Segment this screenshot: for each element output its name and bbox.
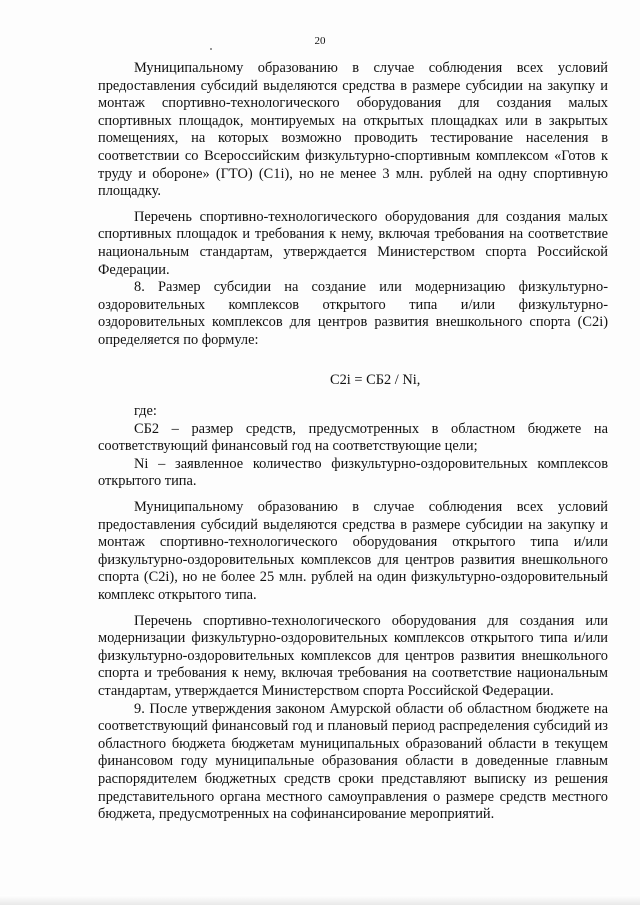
paragraph-subsidy-small-sports-grounds: Муниципальному образованию в случае соблюдения всех условий предоставления субсидий выделяются средства в размере субсидии на закупку и монтаж спортивно-технологического оборудования для создания малых спортивных площадок, монтируемых на открытых площадках или в закрытых помещениях, на которых возможно проводить тестирование населения в соответствии со Всероссийским физкультурно-спортивным комплексом «Готов к труду и обороне» (ГТО) (C1i), но не менее 3 млн. рублей на одну спортивную площадку. [98,60,608,200]
formula-where-label: где: [134,403,157,420]
definition-ni: Ni – заявленное количество физкультурно-оздоровительных комплексов открытого типа. [98,455,608,490]
scan-speck [210,48,212,50]
paragraph-item-8-subsidy-size: 8. Размер субсидии на создание или модернизацию физкультурно-оздоровительных комплексов открытого типа и/или физкультурно-оздоровительных комплексов для центров развития внешкольного спорта (C2i) определяется по формуле: [98,279,608,348]
formula-c2i: C2i = СБ2 / Ni, [330,371,421,388]
definition-sb2: СБ2 – размер средств, предусмотренных в областном бюджете на соответствующий финансовый год на соответствующие цели; [98,420,608,455]
paragraph-equipment-list-complexes: Перечень спортивно-технологического оборудования для создания или модернизации физкультурно-оздоровительных комплексов открытого типа и/или физкультурно-оздоровительных комплексов для центров развития внешкольного спорта и требования к нему, включая требования на соответствие национальным стандартам, утверждается Министерством спорта Российской Федерации. [98,612,608,699]
paragraph-item-9-after-approval: 9. После утверждения законом Амурской области об областном бюджете на соответствующий финансовый год и плановый период распределения субсидий из областного бюджета бюджетам муниципальных образований области в текущем финансовом году муниципальные образования области в доведенные главным распорядителем бюджетных средств сроки представляют выписку из решения представительного органа местного самоуправления о размере средств местного бюджета, предусмотренных на софинансирование мероприятий. [98,700,608,823]
paragraph-subsidy-fitness-complexes: Муниципальному образованию в случае соблюдения всех условий предоставления субсидий выделяются средства в размере субсидии на закупку и монтаж спортивно-технологического оборудования открытого типа и/или физкультурно-оздоровительных комплексов для центров развития внешкольного спорта (C2i), но не более 25 млн. рублей на один физкультурно-оздоровительный комплекс открытого типа. [98,499,608,604]
document-body [98,60,608,824]
page-number: 20 [314,35,326,47]
paragraph-equipment-list-small-grounds: Перечень спортивно-технологического оборудования для создания малых спортивных площадок и требования к нему, включая требования на соответствие национальным стандартам, утверждается Министерством спорта Российской Федерации. [98,208,608,278]
scan-bottom-edge [0,895,640,905]
